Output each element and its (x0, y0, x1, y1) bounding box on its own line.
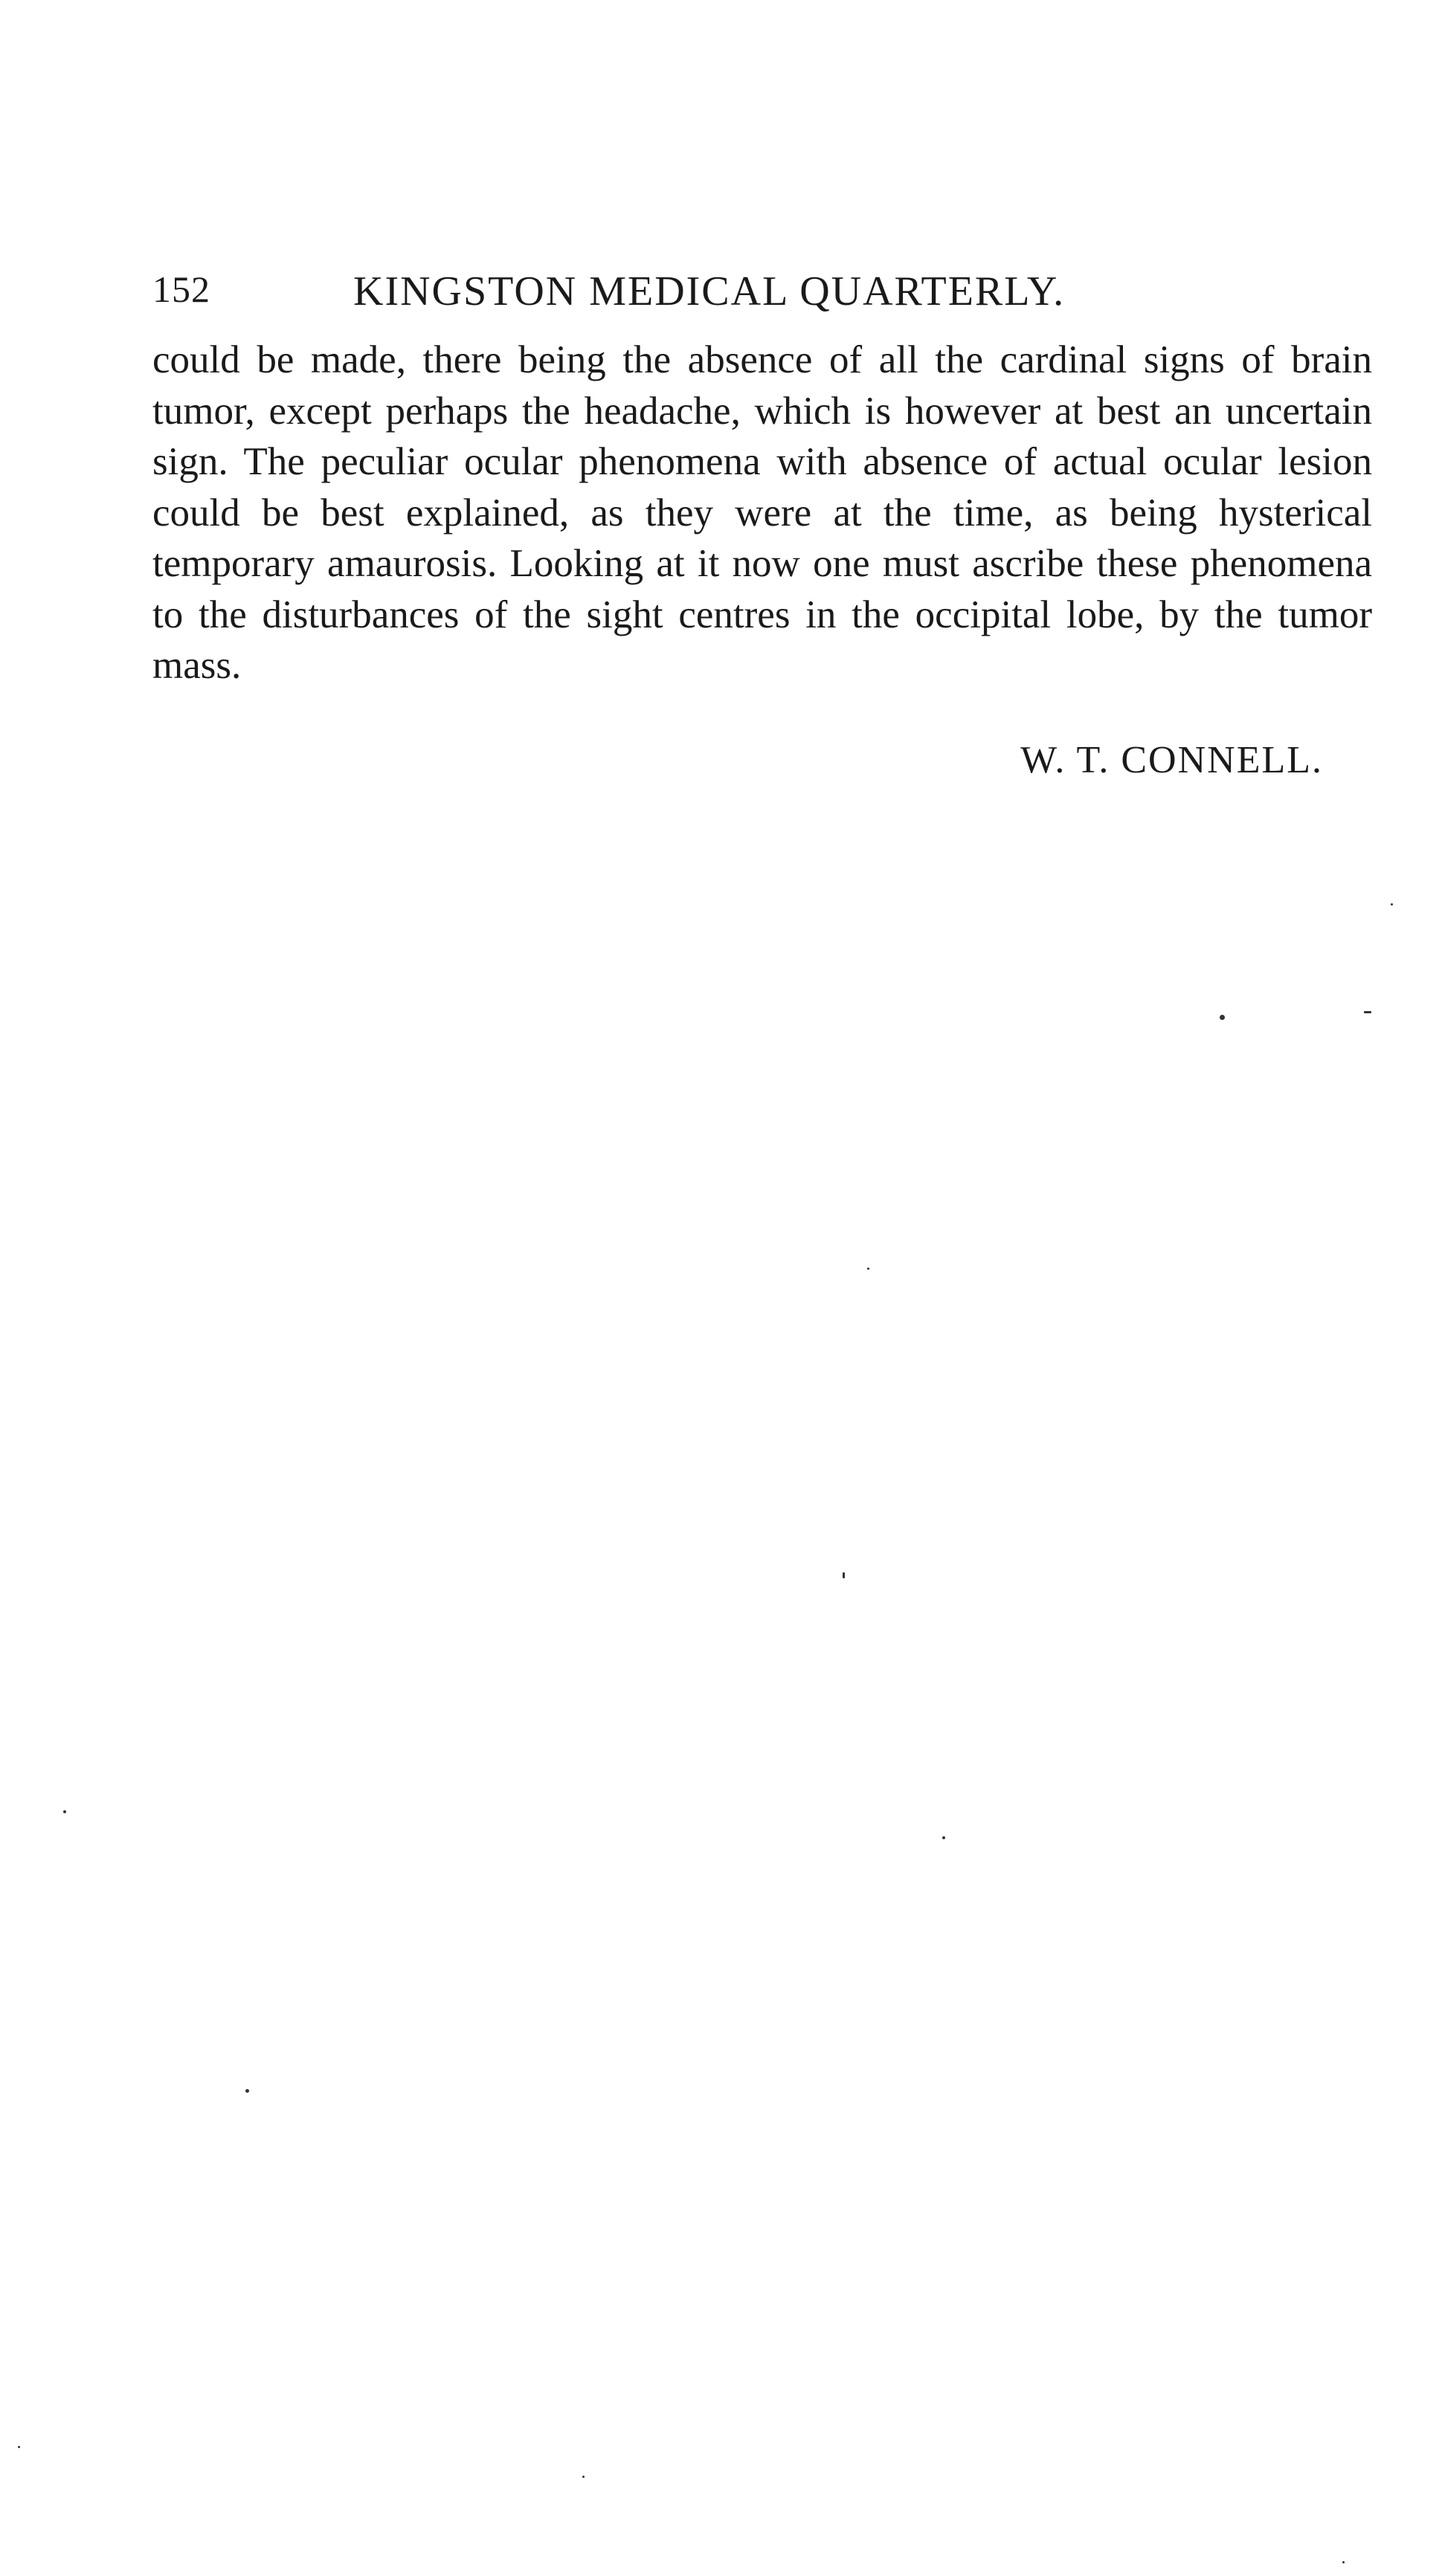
page-number: 152 (152, 268, 210, 310)
running-head: KINGSTON MEDICAL QUARTERLY. (353, 268, 1066, 314)
author-signature: W. T. CONNELL. (1020, 739, 1323, 781)
body-paragraph: could be made, there being the absence of all the cardinal signs of brain tumor, except perhaps the headache, which is however at best an uncertain sign. The peculiar ocular phenomena with absence of actual ocular lesion could be best explained, as they were at the time, as being hysterical temporary amaurosis. Looking at it now one must ascribe these phenomena to the disturbances of the sight centres in the occipital lobe, by the tumor mass. (152, 338, 1372, 687)
scan-speck (867, 1268, 869, 1270)
scan-speck (245, 2089, 249, 2093)
scan-speck (1220, 1015, 1225, 1020)
scan-speck (843, 1572, 845, 1578)
scan-speck (63, 1810, 66, 1813)
scan-speck (1391, 903, 1393, 906)
scan-speck (1342, 2561, 1345, 2563)
scan-speck (582, 2476, 585, 2478)
scan-speck (1364, 1011, 1371, 1013)
page-header (152, 268, 1372, 320)
scan-speck (942, 1836, 945, 1839)
scan-speck (18, 2446, 20, 2448)
